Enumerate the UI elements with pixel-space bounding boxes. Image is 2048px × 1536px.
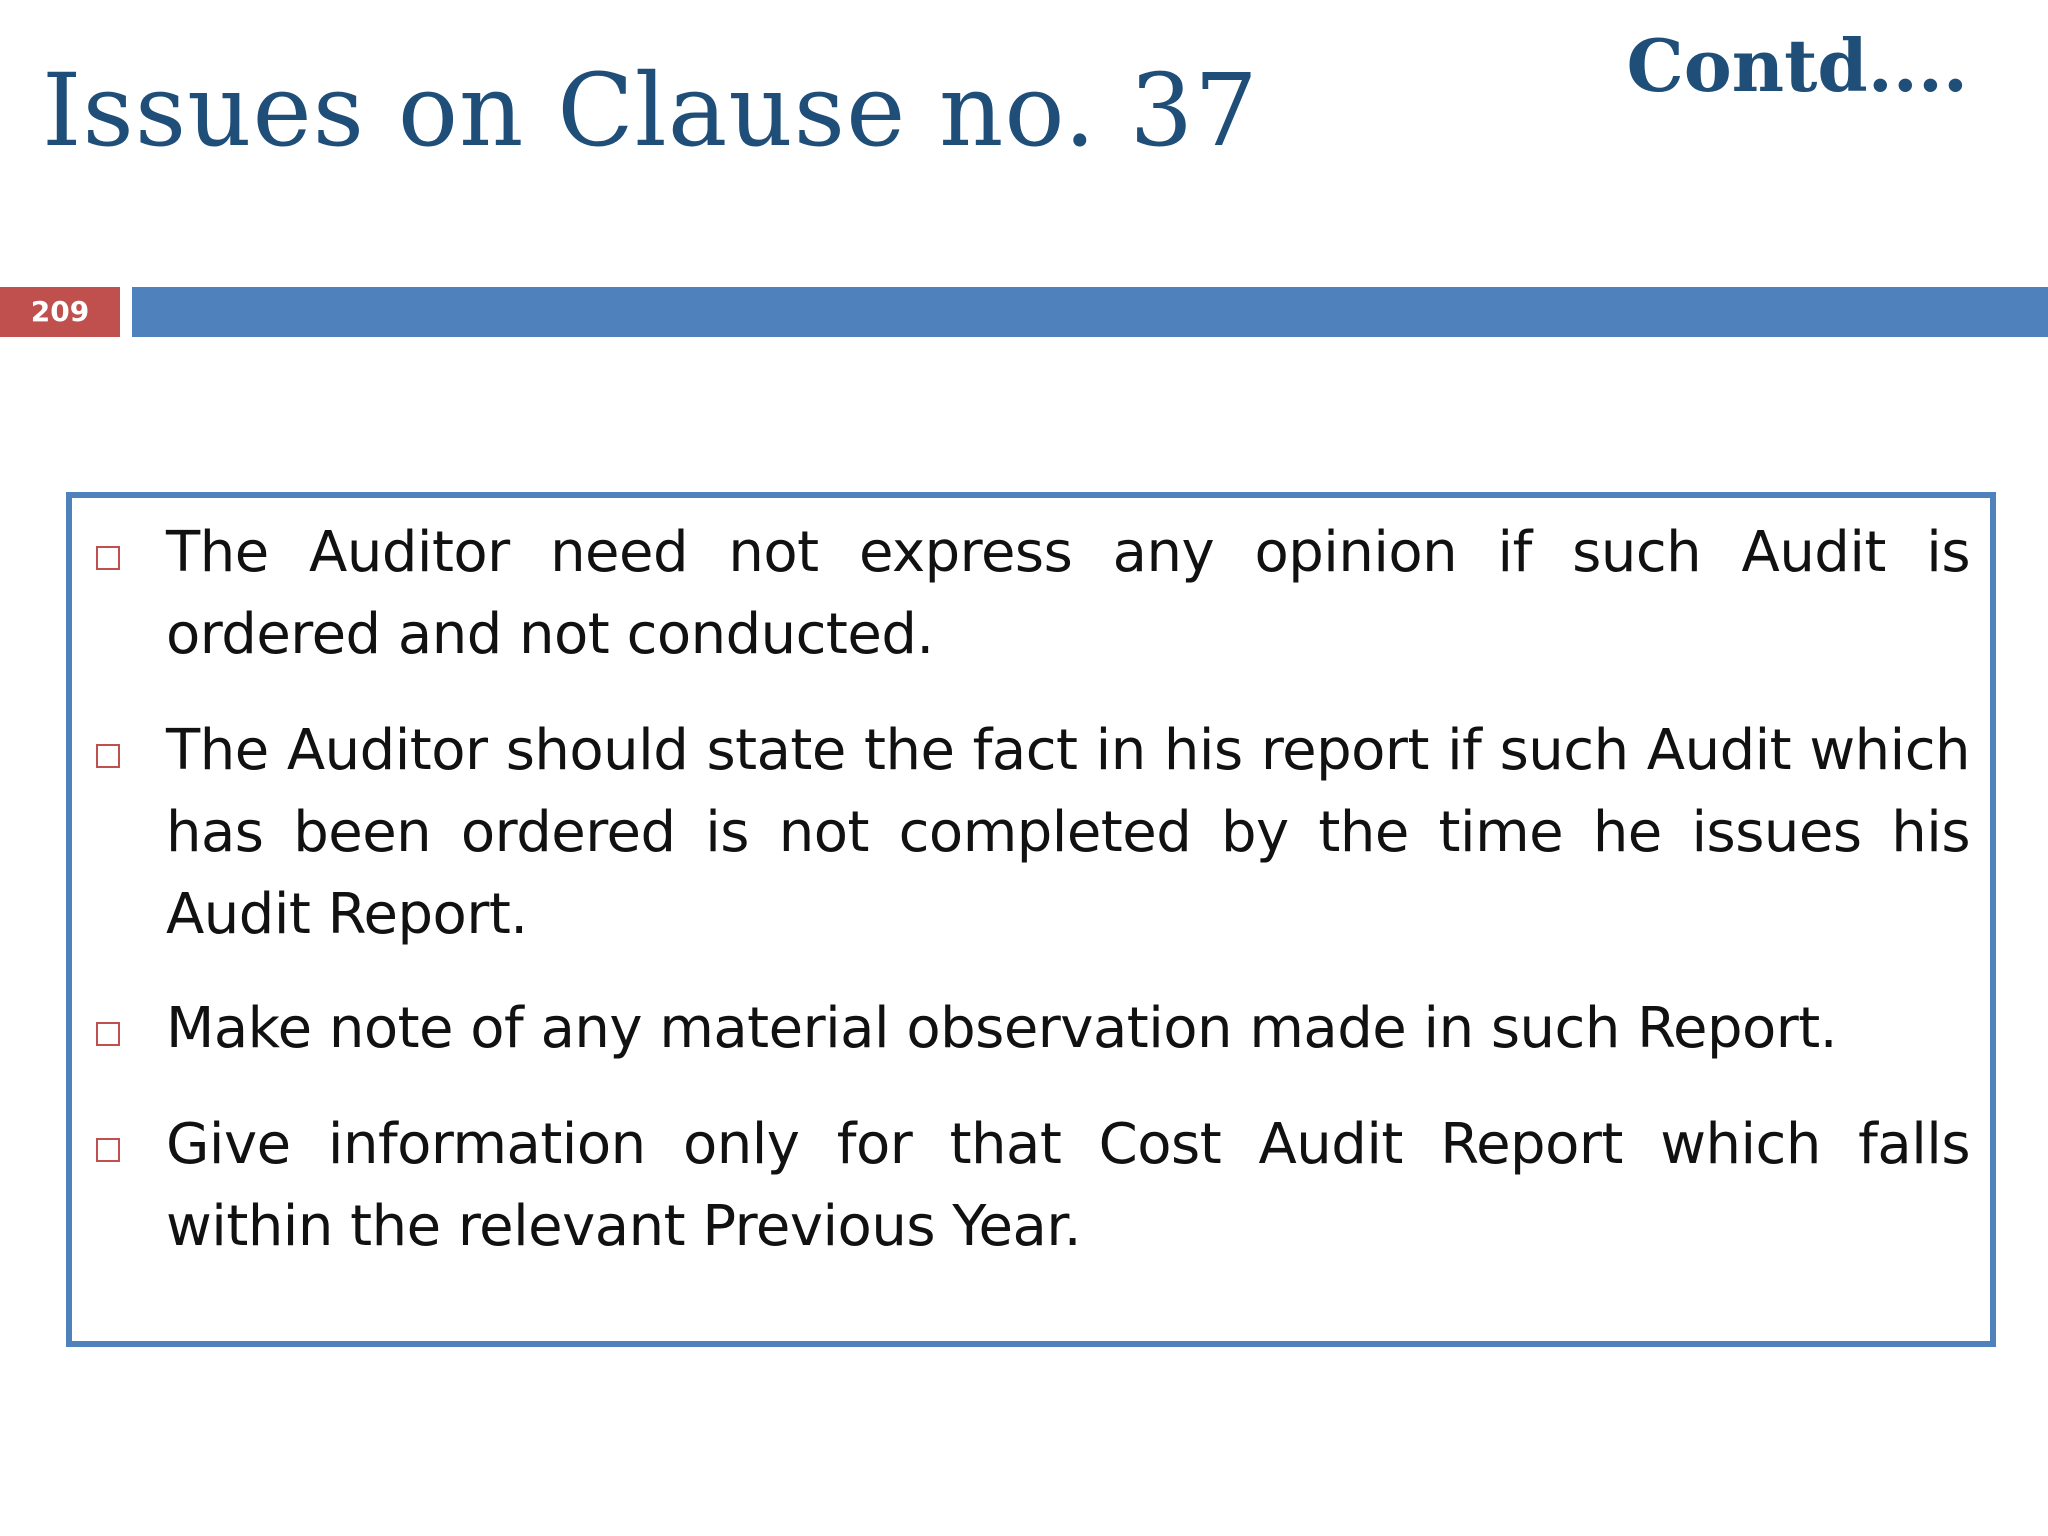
- header-accent-bar: [132, 287, 2048, 337]
- bullet-text: The Auditor should state the fact in his report if such Audit which has been ordered is not completed by the time he issues his Audit Report.: [166, 718, 1970, 947]
- hollow-square-bullet-icon: [96, 1138, 120, 1162]
- bullet-text: Make note of any material observation made in such Report.: [166, 996, 1838, 1061]
- continuation-label: Contd....: [1626, 23, 1968, 108]
- bullet-item: [72, 512, 1990, 682]
- slide-title: Issues on Clause no. 37: [42, 52, 1259, 169]
- content-box: [66, 492, 1996, 1347]
- bullet-item: [72, 1104, 1990, 1274]
- bullet-item: [72, 710, 1990, 960]
- hollow-square-bullet-icon: [96, 744, 120, 768]
- hollow-square-bullet-icon: [96, 546, 120, 570]
- bullet-text: The Auditor need not express any opinion if such Audit is ordered and not conducted.: [166, 520, 1970, 667]
- hollow-square-bullet-icon: [96, 1022, 120, 1046]
- bullet-item: [72, 988, 1990, 1078]
- page-number-badge: 209: [0, 287, 120, 337]
- bullet-text: Give information only for that Cost Audit Report which falls within the relevant Previous Year.: [166, 1112, 1970, 1259]
